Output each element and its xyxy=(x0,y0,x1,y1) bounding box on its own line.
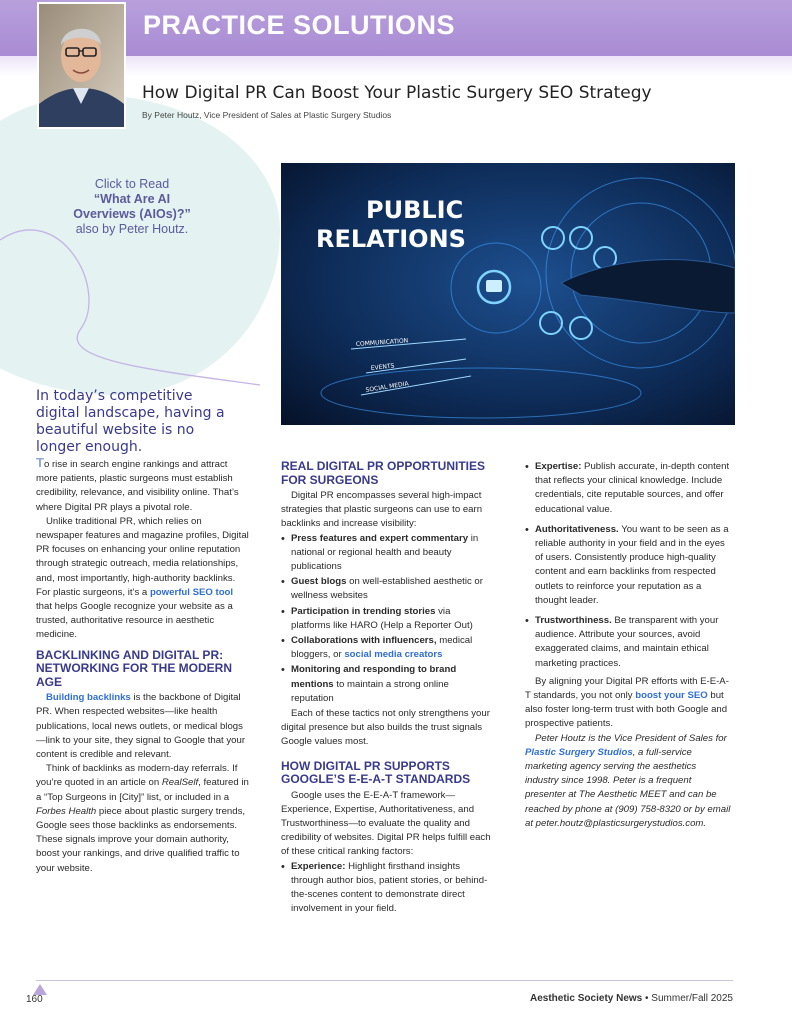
related-link-line1: Click to Read xyxy=(94,177,170,191)
column-1 xyxy=(36,456,249,876)
drop-cap: T xyxy=(36,455,44,470)
hero-label-social-media: SOCIAL MEDIA xyxy=(365,380,410,394)
eeat-list xyxy=(281,860,491,917)
link-boost-your-seo[interactable]: boost your SEO xyxy=(635,690,708,702)
author-bio: Peter Houtz is the Vice President of Sales for Plastic Surgery Studios, a full-service marketing agency serving the aesthetics industry since 1998. Peter is a frequent presenter at The Aesthetic MEET and can be reached by phone at (909) 758-8320 or by email at peter.houtz@plasticsurgerystudios.com. xyxy=(525,732,731,829)
byline: By Peter Houtz, Vice President of Sales at Plastic Surgery Studios xyxy=(142,110,392,120)
link-social-media-creators[interactable]: social media creators xyxy=(344,649,443,661)
link-powerful-seo-tool[interactable]: powerful SEO tool xyxy=(149,586,234,598)
publication-name: Aesthetic Society News xyxy=(529,993,643,1004)
paragraph-tactics: Each of these tactics not only strengthens your digital presence but also builds the trust signals Google values most. xyxy=(281,708,490,748)
list-item: • Guest blogs on well-established aesthetic or wellness websites xyxy=(281,575,491,603)
eeat-list-continued xyxy=(525,460,732,671)
list-item: • Participation in trending stories via platforms like HARO (Help a Reporter Out) xyxy=(281,605,491,633)
related-link-line4: also by Peter Houtz. xyxy=(75,222,189,236)
hero-headline-1: PUBLIC xyxy=(366,196,464,224)
hero-image xyxy=(281,163,735,425)
heading-backlinking: BACKLINKING AND DIGITAL PR: NETWORKING FOR THE MODERN AGE xyxy=(36,647,232,689)
related-link-line3: Overviews (AIOs)?” xyxy=(73,207,191,221)
lead-paragraph: In today’s competitive digital landscape, having a beautiful website is no longer enough. xyxy=(36,388,225,455)
related-link-line2: “What Are AI xyxy=(93,192,171,206)
link-plastic-surgery-studios[interactable]: Plastic Surgery Studios xyxy=(525,746,633,758)
footer-publication: Aesthetic Society News • Summer/Fall 2025 xyxy=(529,993,733,1004)
paragraph-referrals: Think of backlinks as modern-day referrals. If you’re quoted in an article on RealSelf, featured in a “Top Surgeons in [City]” list, or included in a Forbes Health piece about plastic surgery trends, Google sees those backlinks as endorsements. These signals improve your domain authority, boost your rankings, and drive qualified traffic to your website. xyxy=(36,763,249,874)
link-building-backlinks[interactable]: Building backlinks xyxy=(46,692,131,704)
list-item: • Press features and expert commentary in national or regional health and beauty publications xyxy=(281,532,491,575)
column-2 xyxy=(281,460,491,917)
heading-opportunities: REAL DIGITAL PR OPPORTUNITIES FOR SURGEONS xyxy=(281,459,486,487)
paragraph-conclusion: By aligning your Digital PR efforts with E-E-A-T standards, you not only boost your SEO but also foster long-term trust with both Google and prospective patients. xyxy=(525,675,729,730)
list-item: • Experience: Highlight firsthand insights through author bios, patient stories, or behind-the-scenes content to demonstrate direct involvement in your field. xyxy=(281,860,491,917)
list-item: • Collaborations with influencers, medical bloggers, or social media creators xyxy=(281,634,491,662)
list-item: • Expertise: Publish accurate, in-depth content that reflects your clinical knowledge. Include credentials, cite reputable sources, and offer educational value. xyxy=(525,460,732,517)
hero-headline-2: RELATIONS xyxy=(316,225,466,253)
author-photo xyxy=(37,2,126,129)
opportunities-list xyxy=(281,532,491,706)
column-3 xyxy=(525,460,732,831)
section-title: PRACTICE SOLUTIONS xyxy=(143,10,456,40)
footer-rule xyxy=(36,980,733,981)
article-title: How Digital PR Can Boost Your Plastic Surgery SEO Strategy xyxy=(142,83,652,103)
heading-eeat: HOW DIGITAL PR SUPPORTS GOOGLE’S E-E-A-T STANDARDS xyxy=(281,758,471,787)
list-item: • Monitoring and responding to brand mentions to maintain a strong online reputation xyxy=(281,663,491,706)
list-item: • Authoritativeness. You want to be seen as a reliable authority in your field and in the eyes of users. Consistently produce high-quality content and earn backlinks from respected outlets to reinforce your reputation as a thought leader. xyxy=(525,523,732,608)
paragraph-encompasses: Digital PR encompasses several high-impact strategies that plastic surgeons can use to earn backlinks and increase visibility: xyxy=(281,490,483,530)
issue-date: Summer/Fall 2025 xyxy=(651,993,733,1004)
hero-label-events: EVENTS xyxy=(370,362,395,372)
hero-label-communication: COMMUNICATION xyxy=(355,337,409,348)
related-article-link[interactable] xyxy=(52,177,212,237)
list-item: • Trustworthiness. Be transparent with your audience. Attribute your sources, avoid exaggerated claims, and maintain ethical marketing practices. xyxy=(525,614,732,671)
page-number: 160 xyxy=(26,994,43,1005)
paragraph-backlinks: Building backlinks is the backbone of Digital PR. When respected websites—like health publications, local news outlets, or medical blogs—link to your site, they signal to Google that your content is credible and relevant. xyxy=(36,692,246,760)
paragraph-eeat: Google uses the E-E-A-T framework—Experience, Expertise, Authoritativeness, and Trustworthiness—to evaluate the quality and credibility of websites. Digital PR helps fulfill each of these critical ranking factors: xyxy=(281,789,491,858)
paragraph-traditional-pr: Unlike traditional PR, which relies on newspaper features and magazine profiles, Digital PR focuses on enhancing your online reputation through strategic outreach, media relationships, and, most importantly, high-authority backlinks. For plastic surgeons, it’s a powerful SEO tool that helps Google recognize your website as a trusted, authoritative resource in aesthetic medicine. xyxy=(36,515,249,641)
intro-paragraph: o rise in search engine rankings and attract more patients, plastic surgeons must establish credibility, relevance, and visibility online. That’s where Digital PR plays a pivotal role. xyxy=(36,459,239,513)
